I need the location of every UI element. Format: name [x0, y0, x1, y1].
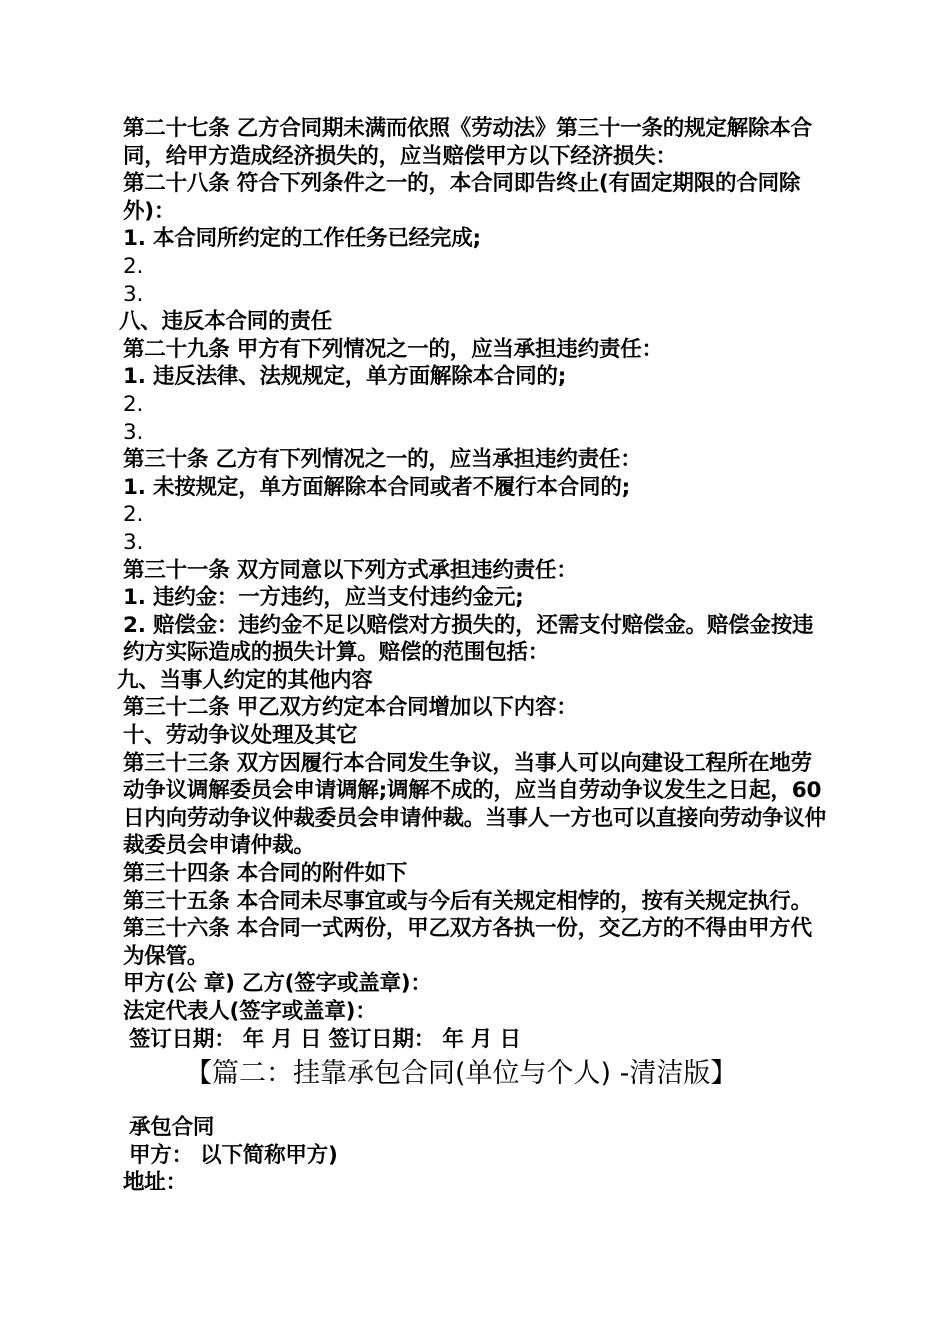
party-a-line: 甲方： 以下简称甲方)	[129, 1142, 338, 1168]
list-item: 3.	[123, 419, 144, 445]
clause-29: 第二十九条 甲方有下列情况之一的，应当承担违约责任：	[123, 336, 663, 362]
clause-33: 第三十三条 双方因履行本合同发生争议，当事人可以向建设工程所在地劳动争议调解委员会申请调解;调解不成的，应当自劳动争议发生之日起，60 日内向劳动争议仲裁委员会申请仲裁。当事人一方也可以直接向劳动争议仲裁委员会申请仲裁。	[123, 750, 826, 859]
section-heading-8: 八、违反本合同的责任	[119, 309, 333, 335]
list-item: 2.	[123, 253, 144, 279]
list-item: 2.	[123, 391, 144, 417]
list-item: 2. 赔偿金：违约金不足以赔偿对方损失的，还需支付赔偿金。赔偿金按违约方实际造成的损失计算。赔偿的范围包括：	[123, 612, 814, 666]
legal-representative: 法定代表人(签字或盖章)：	[123, 999, 377, 1024]
clause-34: 第三十四条 本合同的附件如下	[123, 861, 408, 887]
list-item: 1. 违反法律、法规规定，单方面解除本合同的;	[123, 364, 567, 390]
signing-dates: 签订日期： 年 月 日 签订日期： 年 月 日	[129, 1026, 521, 1052]
clause-35: 第三十五条 本合同未尽事宜或与今后有关规定相悖的，按有关规定执行。	[123, 888, 812, 914]
list-item: 1. 未按规定，单方面解除本合同或者不履行本合同的;	[123, 474, 631, 500]
section-heading-9: 九、当事人约定的其他内容	[117, 667, 373, 693]
clause-31: 第三十一条 双方同意以下列方式承担违约责任：	[123, 557, 578, 583]
list-item: 3.	[123, 281, 144, 307]
spacer	[117, 1092, 832, 1114]
list-item: 3.	[123, 529, 144, 555]
list-item: 1. 本合同所约定的工作任务已经完成;	[123, 226, 481, 252]
section-heading-10: 十、劳动争议处理及其它	[123, 723, 358, 749]
clause-27: 第二十七条 乙方合同期未满而依照《劳动法》第三十一条的规定解除本合同，给甲方造成经济损失的，应当赔偿甲方以下经济损失：	[123, 116, 812, 169]
clause-32: 第三十二条 甲乙双方约定本合同增加以下内容：	[123, 695, 578, 721]
list-item: 2.	[123, 502, 144, 528]
contract-title: 承包合同	[129, 1115, 215, 1141]
clause-30: 第三十条 乙方有下列情况之一的，应当承担违约责任：	[123, 447, 642, 473]
document-body	[117, 115, 832, 1197]
section-title: 【篇二：挂靠承包合同(单位与个人) -清洁版】	[185, 1058, 738, 1090]
list-item: 1. 违约金：一方违约，应当支付违约金元;	[123, 585, 524, 611]
address-line: 地址：	[123, 1170, 187, 1196]
clause-36: 第三十六条 本合同一式两份，甲乙双方各执一份，交乙方的不得由甲方代为保管。	[123, 916, 812, 969]
clause-28: 第二十八条 符合下列条件之一的，本合同即告终止(有固定期限的合同除外)：	[123, 171, 801, 224]
signature-parties: 甲方(公 章) 乙方(签字或盖章)：	[123, 971, 432, 997]
